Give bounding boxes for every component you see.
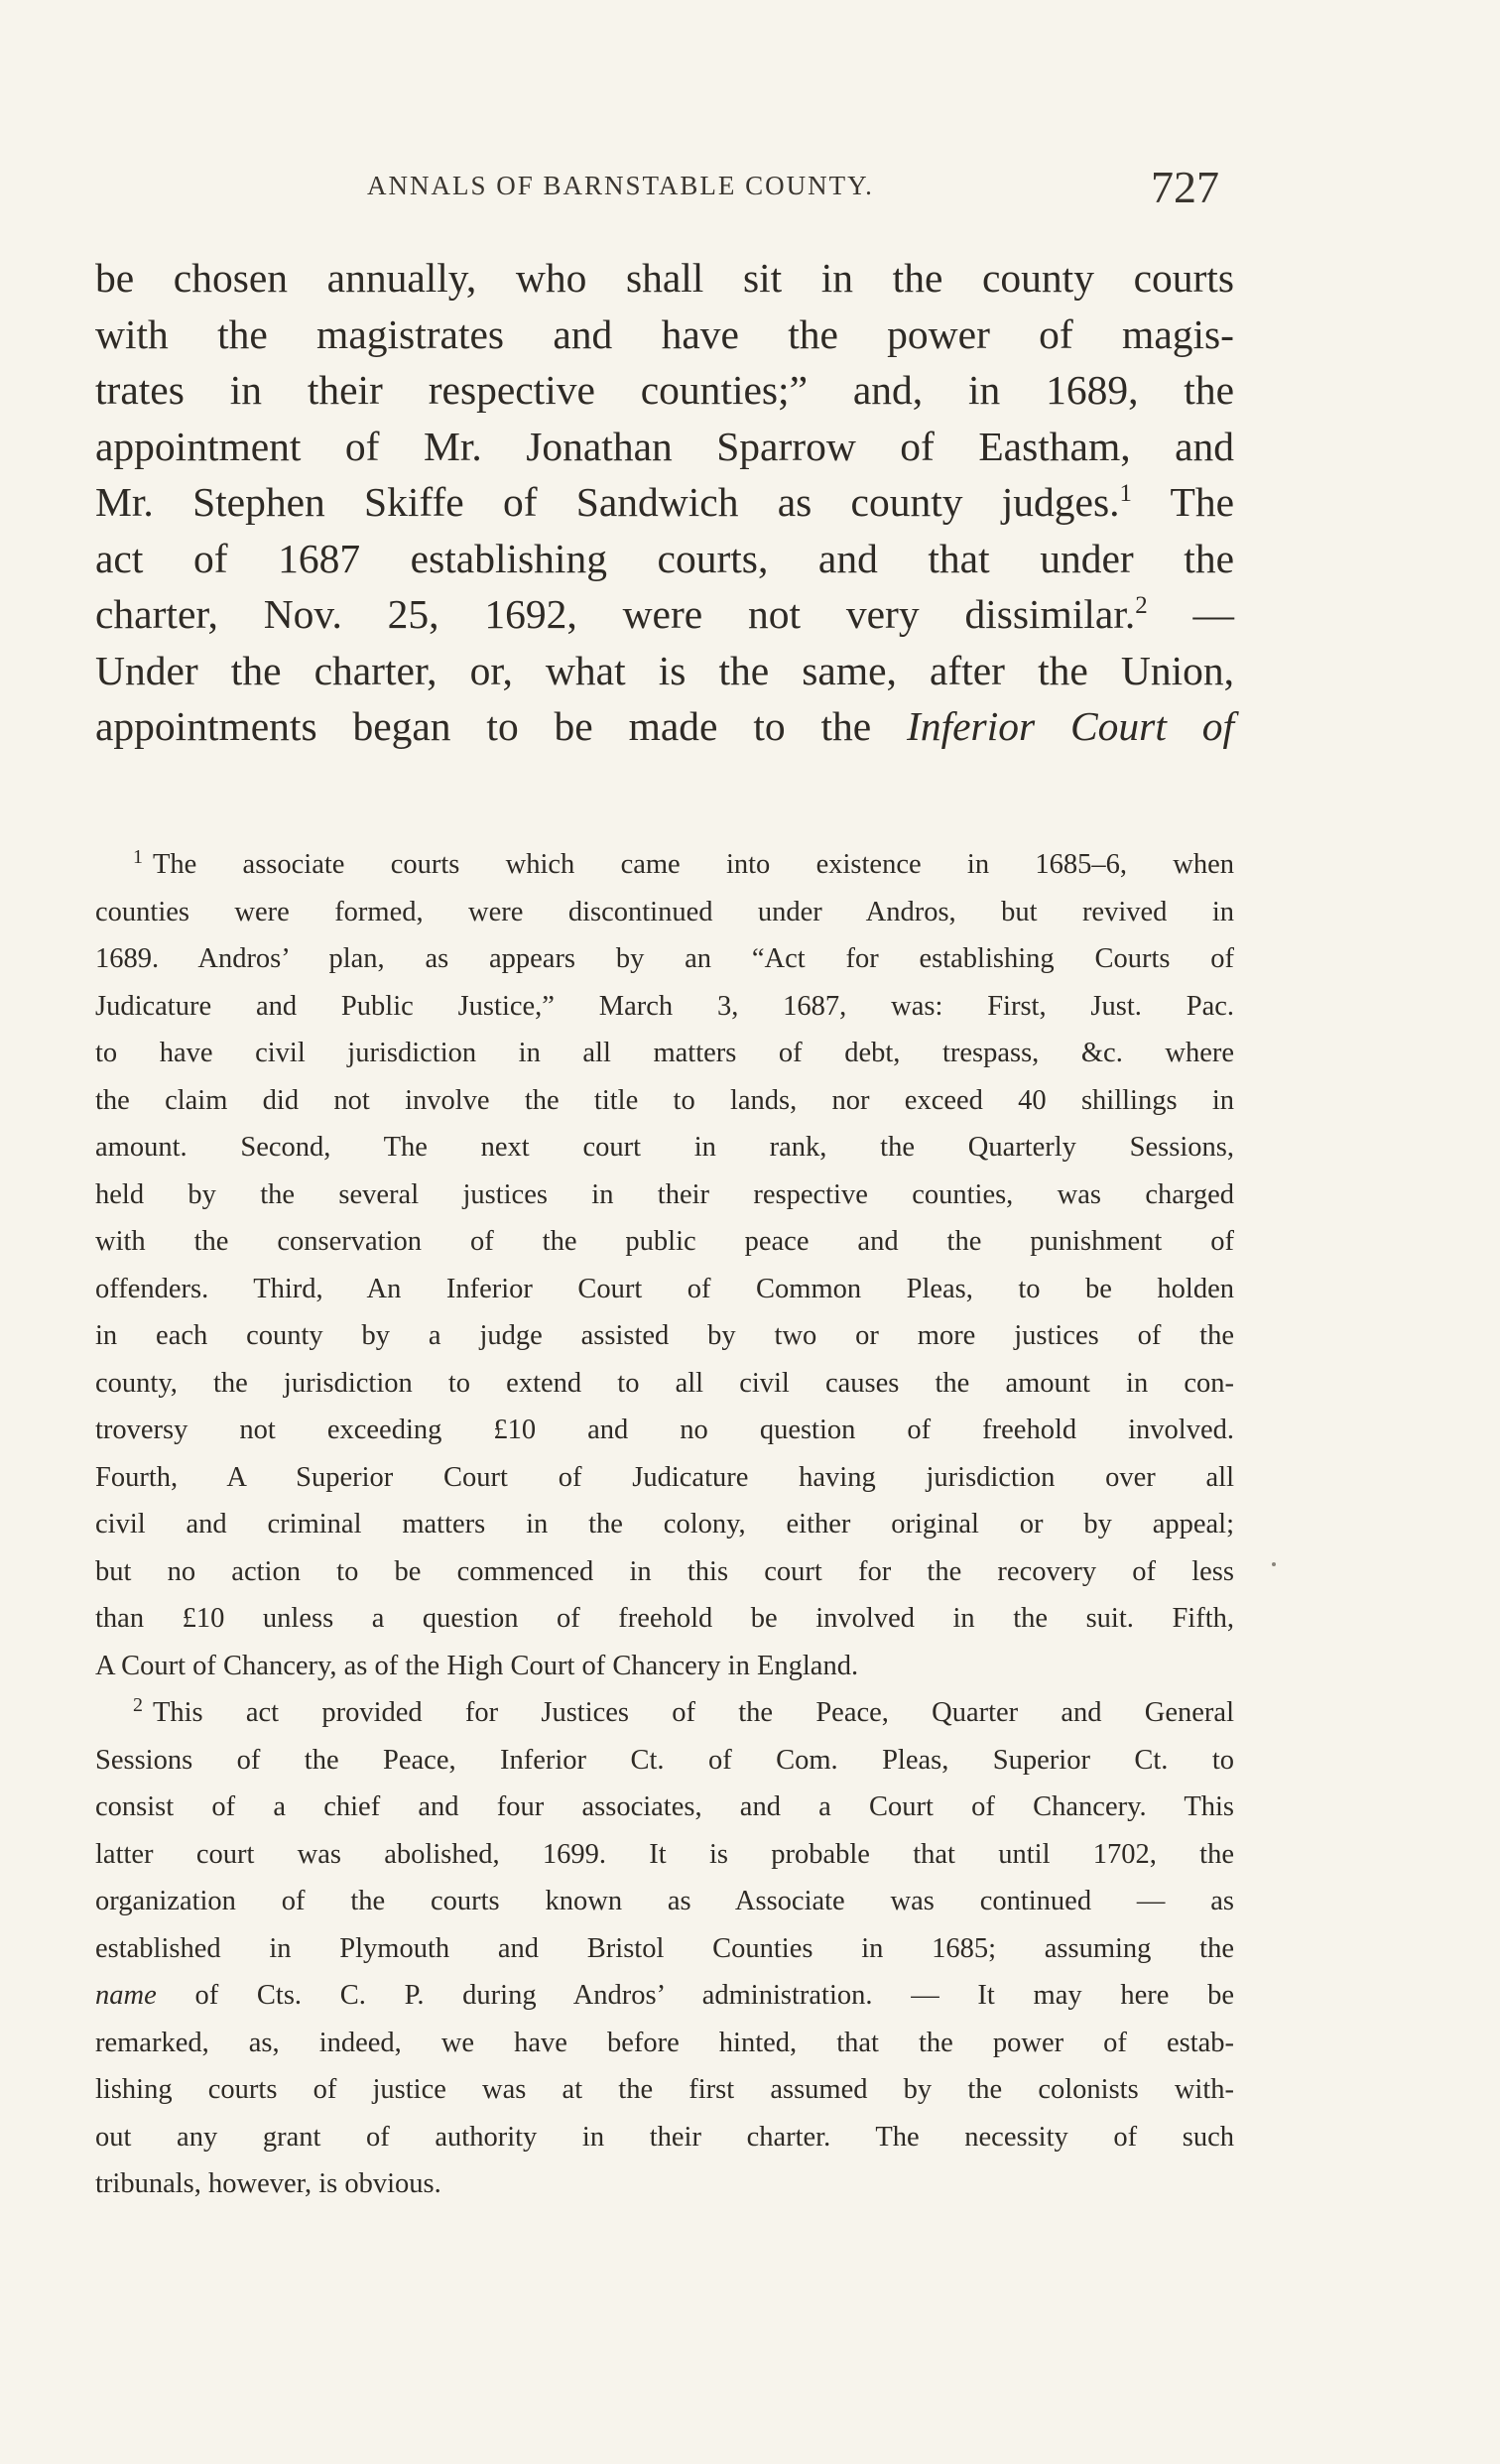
body-line-text: The [1131,479,1234,525]
footnote-marker-1: 1 [133,845,143,868]
footnote-line: the claim did not involve the title to lands, nor exceed 40 shillings in [95,1084,1234,1116]
footnote-line: troversy not exceeding £10 and no question of freehold involved. [95,1415,1234,1445]
footnote-line: held by the several justices in their respective counties, was charged [95,1178,1234,1210]
body-line [95,586,1234,643]
running-head [0,162,1500,216]
footnote-text: This act provided for Justices of the Peace, Quarter and General [152,1697,1234,1728]
body-line: with the magistrates and have the power of magis- [95,310,1234,357]
footnote-line: consist of a chief and four associates, and a Court of Chancery. This [95,1791,1234,1822]
body-line-text: — [1147,591,1235,637]
footnote-line: to have civil jurisdiction in all matters of debt, trespass, &c. where [95,1038,1234,1068]
footnote-marker-2: 2 [133,1693,143,1716]
footnote-line: with the conservation of the public peace and the punishment of [95,1226,1234,1257]
footnote-line: latter court was abolished, 1699. It is probable that until 1702, the [95,1838,1234,1870]
footnote-ref-2: 2 [1135,592,1148,620]
footnotes [95,841,1234,2208]
footnote-text: The associate courts which came into existence in 1685–6, when [152,849,1234,880]
footnote-line: Judicature and Public Justice,” March 3, 1687, was: First, Just. Pac. [95,990,1234,1022]
footnote-line: remarked, as, indeed, we have before hinted, that the power of estab- [95,2027,1234,2058]
footnote-line: civil and criminal matters in the colony, either original or by appeal; [95,1509,1234,1540]
body-line-text: Mr. Stephen Skiffe of Sandwich as county judges. [95,479,1120,525]
body-line: appointment of Mr. Jonathan Sparrow of Eastham, and [95,423,1234,469]
footnote-line: county, the jurisdiction to extend to all civil causes the amount in con- [95,1367,1234,1399]
body-line-text: charter, Nov. 25, 1692, were not very dissimilar. [95,591,1136,637]
footnote-line: offenders. Third, An Inferior Court of Common Pleas, to be holden [95,1273,1234,1304]
court-name-italic: Inferior Court of [907,703,1234,749]
body-line: trates in their respective counties;” and, in 1689, the [95,367,1234,413]
footnote-line: out any grant of authority in their charter. The necessity of such [95,2121,1234,2153]
footnote-ref-1: 1 [1119,480,1132,508]
footnote-line: established in Plymouth and Bristol Counties in 1685; assuming the [95,1932,1234,1964]
footnote-line: A Court of Chancery, as of the High Court of Chancery in England. [95,1650,859,1681]
running-title: ANNALS OF BARNSTABLE COUNTY. [367,171,874,200]
footnote-line [95,1689,1234,1737]
footnote-line: in each county by a judge assisted by two or more justices of the [95,1320,1234,1351]
footnote-text: of Cts. C. P. during Andros’ administration. — It may here be [156,1980,1234,2011]
body-line: Under the charter, or, what is the same, after the Union, [95,647,1234,693]
footnote-line: Fourth, A Superior Court of Judicature having jurisdiction over all [95,1461,1234,1493]
footnote-line: 1689. Andros’ plan, as appears by an “Act for establishing Courts of [95,943,1234,974]
footnote-line: counties were formed, were discontinued under Andros, but revived in [95,896,1234,927]
body-line [95,698,1234,755]
footnote-line: than £10 unless a question of freehold be involved in the suit. Fifth, [95,1603,1234,1634]
page-number: 727 [1151,162,1219,212]
footnote-line: Sessions of the Peace, Inferior Ct. of Com. Pleas, Superior Ct. to [95,1744,1234,1776]
body-line-text: appointments began to be made to the [95,703,908,749]
body-line: act of 1687 establishing courts, and that under the [95,535,1234,581]
footnote-line [95,1972,1234,2020]
italic-word: name [95,1980,157,2011]
footnote-line: amount. Second, The next court in rank, the Quarterly Sessions, [95,1132,1234,1163]
body-line [95,474,1234,531]
footnote-line [95,841,1234,889]
footnote-line: organization of the courts known as Associate was continued — as [95,1886,1234,1916]
body-line: be chosen annually, who shall sit in the county courts [95,255,1234,301]
footnote-line: tribunals, however, is obvious. [95,2168,441,2199]
main-text [95,250,1234,755]
margin-speck [1272,1562,1276,1566]
footnote-line: but no action to be commenced in this court for the recovery of less [95,1555,1234,1587]
footnote-line: lishing courts of justice was at the first assumed by the colonists with- [95,2074,1234,2105]
